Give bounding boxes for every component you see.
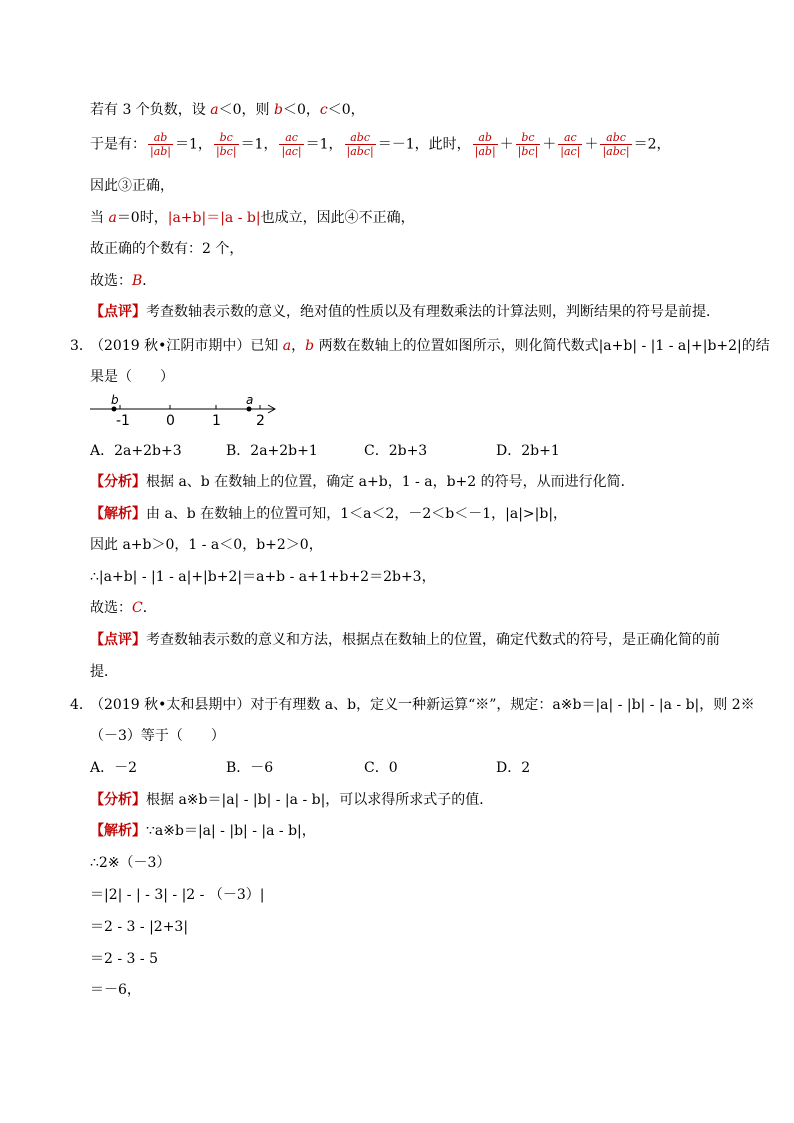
tick-label: 2	[256, 413, 265, 429]
fraction: $\frac{ab}{|ab|}$	[150, 131, 172, 158]
text-line: 因此③正确，	[90, 178, 174, 194]
step-line: ＝|2| - | - 3| - |2 - （－3）|	[90, 887, 265, 903]
answer-line: 故选：B．	[90, 273, 157, 289]
question-stem: （2019 秋•江阴市期中）已知 a，b 两数在数轴上的位置如图所示，则化简代数式|a+b| - |1 - a|+|b+2|的结	[90, 338, 770, 354]
var: a	[210, 102, 219, 118]
step-line: ＝2 - 3 - |2+3|	[90, 919, 189, 935]
option-a: A．2a+2b+3	[90, 443, 182, 459]
step-line: ＝2 - 3 - 5	[90, 951, 158, 967]
comment-line: 【点评】考查数轴表示数的意义和方法，根据点在数轴上的位置，确定代数式的符号，是正确化简的前	[90, 632, 720, 648]
fraction: $\frac{bc}{|bc|}$	[215, 131, 237, 158]
point-a-label: a	[246, 393, 254, 407]
option-b: B．2a+2b+1	[226, 443, 318, 459]
question-number: 3．	[70, 338, 93, 354]
question-stem: （－3）等于（ ）	[90, 728, 225, 744]
tick-label: 1	[212, 413, 221, 429]
text: 于是有：	[90, 136, 146, 153]
question-stem: （2019 秋•太和县期中）对于有理数 a、b，定义一种新运算“※”，规定：a※b＝|a| - |b| - |a - b|，则 2※	[90, 697, 755, 713]
text-line: 因此 a+b＞0，1 - a＜0，b+2＞0，	[90, 537, 323, 553]
option-c: C．2b+3	[364, 443, 428, 459]
fraction: $\frac{ab}{|ab|}$	[474, 131, 496, 158]
solution-line: 【解析】∵a※b＝|a| - |b| - |a - b|，	[90, 823, 316, 839]
text: ＜0，	[327, 102, 365, 118]
option-d: D．2b+1	[496, 443, 560, 459]
step-line: ∴2※（－3）	[90, 855, 171, 871]
analysis-line: 【分析】根据 a※b＝|a| - |b| - |a - b|，可以求得所求式子的值．	[90, 792, 494, 808]
text: 若有 3 个负数，设	[90, 102, 211, 118]
fraction: $\frac{ac}{|ac|}$	[560, 131, 581, 158]
fraction: $\frac{\text{abc}}{\text{|abc|}}$	[602, 131, 630, 158]
step-line: ＝－6，	[90, 982, 141, 998]
solution-line: 【解析】由 a、b 在数轴上的位置可知，1＜a＜2，－2＜b＜－1，|a|>|b|，	[90, 506, 568, 522]
option-a: A．－2	[90, 760, 138, 776]
text: ＜0，	[282, 102, 320, 118]
fraction: $\frac{bc}{|bc|}$	[517, 131, 539, 158]
text: ＜0，则	[218, 102, 274, 118]
point-b	[112, 407, 117, 412]
option-b: B．－6	[226, 760, 274, 776]
comment-line: 【点评】考查数轴表示数的意义，绝对值的性质以及有理数乘法的计算法则，判断结果的符号是前提．	[90, 304, 720, 320]
question-stem: 果是（ ）	[90, 369, 174, 385]
comment-line: 提．	[90, 664, 118, 680]
comment-tag: 【点评】	[90, 304, 146, 320]
tick-label: 0	[166, 413, 175, 429]
point-b-label: b	[111, 393, 119, 407]
text-line: 当 a＝0时，|a+b|＝|a - b|也成立，因此④不正确，	[90, 210, 415, 226]
point-a	[247, 407, 252, 412]
fraction: $\frac{ac}{|ac|}$	[281, 131, 302, 158]
var: c	[319, 102, 328, 118]
text-line: 故正确的个数有：2 个，	[90, 241, 244, 257]
question-number: 4．	[70, 697, 93, 713]
analysis-line: 【分析】根据 a、b 在数轴上的位置，确定 a+b，1 - a，b+2 的符号，从而进行化简．	[90, 474, 635, 490]
tick-label: -1	[116, 413, 130, 429]
text-line	[90, 101, 365, 119]
answer-line: 故选：C．	[90, 600, 157, 616]
fraction: $\frac{\text{abc}}{\text{|abc|}}$	[346, 131, 374, 158]
fraction-line: 于是有： $\frac{ab}{|ab|}$ ＝1， $\frac{bc}{|bc|}$ ＝1， $\frac{ac}{|ac|}$ ＝1， $\frac{\text{abc}}{\text{|abc|}}$ ＝－1，此时， $\frac{ab}{|ab|}$ ＋ $\frac{bc}{|bc|}$ ＋ $\frac{ac}{|ac|}$ ＋ $\frac{\text{abc}}{\text{|abc|}}$ ＝2，	[90, 131, 671, 158]
number-line-diagram	[86, 392, 286, 430]
option-d: D．2	[496, 760, 531, 776]
var: b	[273, 102, 283, 118]
option-c: C．0	[364, 760, 398, 776]
text-line: ∴|a+b| - |1 - a|+|b+2|＝a+b - a+1+b+2＝2b+3，	[90, 569, 436, 585]
